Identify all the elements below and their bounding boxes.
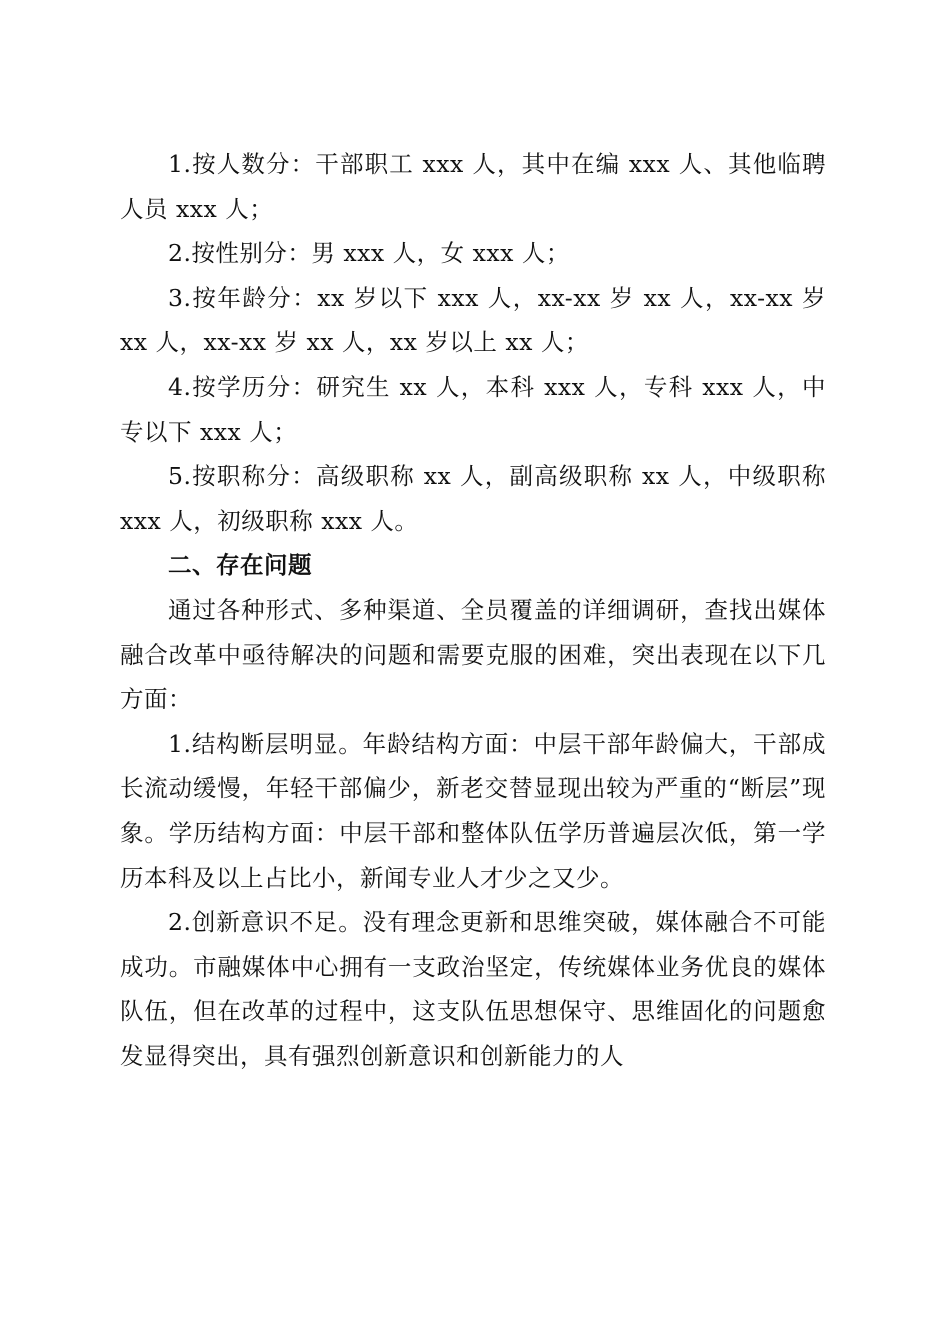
stat-education: 4.按学历分：研究生 xx 人，本科 xxx 人，专科 xxx 人，中专以下 xxx 人；	[120, 372, 826, 446]
stat-gender: 2.按性别分：男 xxx 人，女 xxx 人；	[168, 239, 570, 268]
section-heading: 二、存在问题	[168, 551, 312, 580]
stat-age: 3.按年龄分：xx 岁以下 xxx 人，xx-xx 岁 xx 人，xx-xx 岁 xx 人，xx-xx 岁 xx 人，xx 岁以上 xx 人；	[120, 283, 826, 357]
document-page	[120, 142, 826, 1078]
stat-title: 5.按职称分：高级职称 xx 人，副高级职称 xx 人，中级职称 xxx 人，初级职称 xxx 人。	[120, 462, 826, 535]
problem-structure: 1.结构断层明显。年龄结构方面：中层干部年龄偏大，干部成长流动缓慢，年轻干部偏少，新老交替显现出较为严重的“断层”现象。学历结构方面：中层干部和整体队伍学历普遍层次低，第一学历本科及以上占比小，新闻专业人才少之又少。	[120, 729, 826, 892]
stat-headcount: 1.按人数分：干部职工 xxx 人，其中在编 xxx 人、其他临聘人员 xxx 人；	[120, 150, 826, 223]
problem-innovation: 2.创新意识不足。没有理念更新和思维突破，媒体融合不可能成功。市融媒体中心拥有一支政治坚定，传统媒体业务优良的媒体队伍，但在改革的过程中，这支队伍思想保守、思维固化的问题愈发显得突出，具有强烈创新意识和创新能力的人	[120, 908, 826, 1070]
intro-paragraph: 通过各种形式、多种渠道、全员覆盖的详细调研，查找出媒体融合改革中亟待解决的问题和需要克服的困难，突出表现在以下几方面：	[120, 595, 826, 714]
